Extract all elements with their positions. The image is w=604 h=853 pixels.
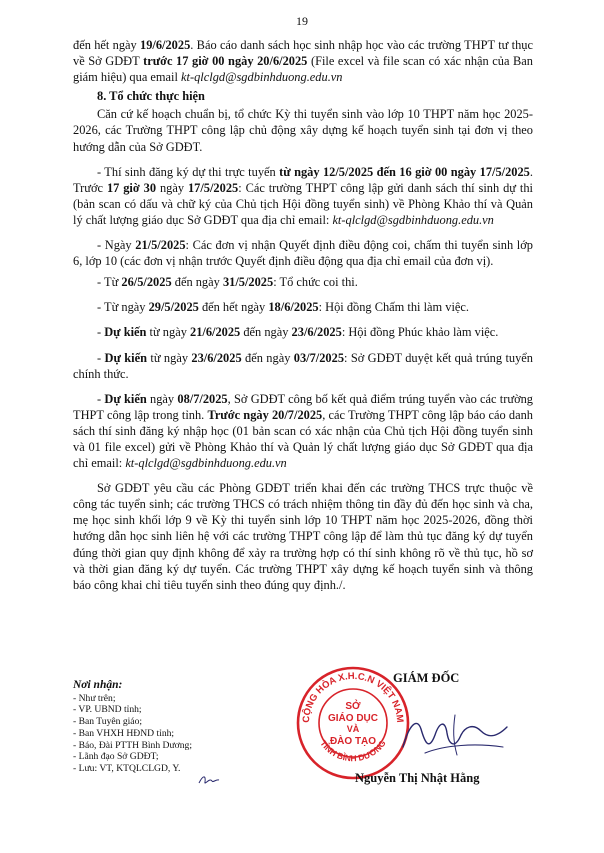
- seal-line: VÀ: [346, 724, 360, 734]
- section-heading: 8. Tổ chức thực hiện: [97, 89, 205, 104]
- item-exam: - Từ 26/5/2025 đến ngày 31/5/2025: Tổ chức coi thi.: [97, 275, 358, 290]
- seal-ring-text: CỘNG HÒA X.H.C.N VIỆT NAM: [300, 670, 406, 724]
- item-announce: - Dự kiến ngày 08/7/2025, Sở GDĐT công bố kết quả điểm trúng tuyển vào các trường THPT công lập trong tỉnh. Trước ngày 20/7/2025, các Trường THPT công lập báo cáo danh sách thí sinh đăng ký nhập học (01 bản scan có xác nhận của Chủ tịch Hội đồng tuyển sinh và 01 file excel) gửi về Phòng Khảo thí và Quản lý chất lượng giáo dục Sở GDĐT qua địa chỉ email: kt-qlclgd@sgdbinhduong.edu.vn: [73, 391, 534, 471]
- item-approve: - Dự kiến từ ngày 23/6/2025 đến ngày 03/7/2025: Sở GDĐT duyệt kết quả trúng tuyển chính thức.: [73, 350, 533, 381]
- signer-title: GIÁM ĐỐC: [393, 671, 460, 685]
- seal-line: ĐÀO TẠO: [329, 736, 377, 747]
- recipient-item: - Lãnh đạo Sở GDĐT;: [73, 751, 159, 763]
- page-number: 19: [296, 14, 308, 28]
- document-body: [73, 37, 533, 593]
- seal-bottom-text: TỈNH BÌNH DƯƠNG: [318, 738, 388, 764]
- seal-line: GIÁO DỤC: [328, 713, 378, 724]
- signer-name: Nguyễn Thị Nhật Hằng: [355, 771, 480, 785]
- item-decision: - Ngày 21/5/2025: Các đơn vị nhận Quyết định điều động coi, chấm thi tuyển sinh lớp 6, lớp 10 (các đơn vị nhận trước Quyết định điều động qua địa chỉ email của đơn vị).: [73, 238, 533, 269]
- handwritten-signature-icon: [395, 705, 515, 765]
- recipient-item: - VP. UBND tỉnh;: [73, 704, 142, 716]
- email-link: kt-qlclgd@sgdbinhduong.edu.vn: [332, 212, 494, 227]
- recipient-item: - Như trên;: [73, 692, 116, 704]
- paragraph-closing: Sở GDĐT yêu cầu các Phòng GDĐT triển khai đến các trường THCS trực thuộc về công tác tuyển sinh; các trường THCS có trách nhiệm thông tin đầy đủ đến học sinh và cha, mẹ học sinh khối lớp 9 về Kỳ thi tuyển sinh lớp 10 THPT năm học 2025-2026, đồng thời hướng dẫn học sinh liên hệ với các trường THPT công lập để làm thủ tục đăng ký dự tuyển đúng thời gian quy định không để xảy ra trường hợp có thí sinh không rõ về thủ tục, hồ sơ và thời gian đăng ký dự tuyển. Các trường THPT xây dựng kế hoạch tuyển sinh và thông báo công khai chỉ tiêu tuyển sinh theo đúng quy định./.: [73, 481, 533, 592]
- paragraph-plan: Căn cứ kế hoạch chuẩn bị, tổ chức Kỳ thi tuyển sinh vào lớp 10 THPT năm học 2025-2026, các Trường THPT công lập chủ động xây dựng kế hoạch tuyển sinh tại đơn vị theo hướng dẫn của Sở GDĐT.: [73, 107, 533, 154]
- item-grading: - Từ ngày 29/5/2025 đến hết ngày 18/6/2025: Hội đồng Chấm thi làm việc.: [97, 300, 470, 315]
- recipient-item: - Báo, Đài PTTH Bình Dương;: [73, 739, 192, 751]
- recipients-title: Nơi nhận:: [73, 679, 123, 691]
- paragraph-intro: đến hết ngày 19/6/2025. Báo cáo danh sách học sinh nhập học vào các trường THPT tư thục về Sở GDĐT trước 17 giờ 00 ngày 20/6/2025 (File excel và file scan có xác nhận của Ban giám hiệu) qua email kt-qlclgd@sgdbinhduong.edu.vn: [73, 38, 534, 85]
- signature-block: [295, 665, 535, 825]
- recipient-item: - Ban Tuyên giáo;: [73, 716, 143, 728]
- email-link: kt-qlclgd@sgdbinhduong.edu.vn: [181, 70, 343, 85]
- recipient-item: - Ban VHXH HĐND tỉnh;: [73, 727, 175, 739]
- item-register: - Thí sinh đăng ký dự thi trực tuyến từ ngày 12/5/2025 đến 16 giờ 00 ngày 17/5/2025. Trước 17 giờ 30 ngày 17/5/2025: Các trường THPT công lập gửi danh sách thí sinh dự thi (bản scan có dấu và chữ ký của Chủ tịch Hội đồng tuyển sinh) về Phòng Khảo thí và Quản lý chất lượng giáo dục Sở GDĐT qua địa chỉ email: kt-qlclgd@sgdbinhduong.edu.vn: [73, 164, 533, 227]
- item-review: - Dự kiến từ ngày 21/6/2025 đến ngày 23/6/2025: Hội đồng Phúc khảo làm việc.: [97, 325, 499, 340]
- recipients-list: [73, 680, 192, 775]
- initial-mark-icon: [198, 773, 220, 787]
- email-link: kt-qlclgd@sgdbinhduong.edu.vn: [125, 456, 287, 471]
- recipient-item: - Lưu: VT, KTQLCLGD, Y.: [73, 762, 181, 774]
- seal-line: SỞ: [345, 701, 361, 712]
